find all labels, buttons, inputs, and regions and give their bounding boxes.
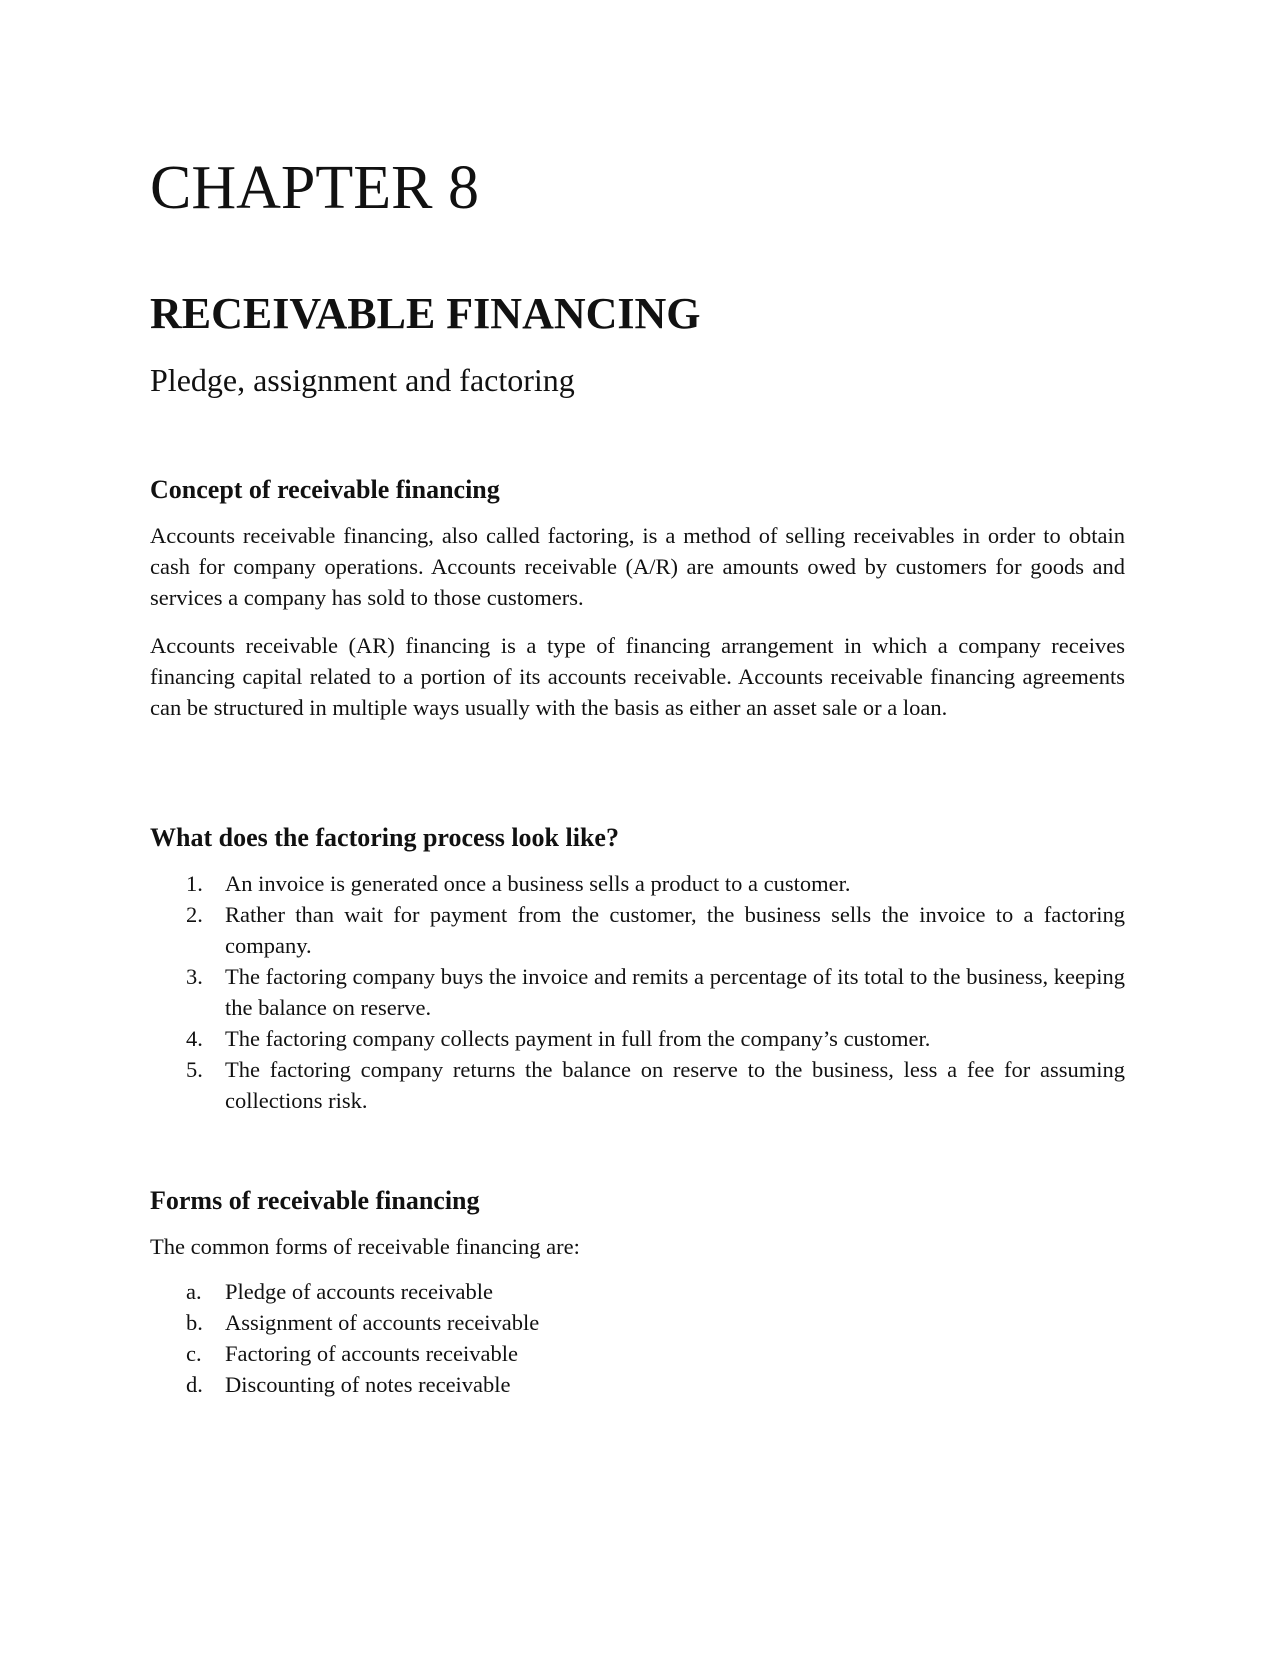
list-item [150,899,1125,961]
list-marker: a. [186,1279,202,1304]
section-concept [150,474,1125,740]
paragraph: Accounts receivable (AR) financing is a type of financing arrangement in which a company receives financing capital related to a portion of its accounts receivable. Accounts receivable financing agreements can be structured in multiple ways usually with the basis as either an asset sale or a loan. [150,633,1125,720]
list-item [150,1338,1125,1369]
list-item [150,1023,1125,1054]
chapter-title: RECEIVABLE FINANCING [150,289,701,338]
numbered-list [150,868,1125,1116]
section-factoring-process [150,822,1125,1116]
list-marker: 2. [186,902,203,927]
list-item [150,868,1125,899]
list-marker: 5. [186,1057,203,1082]
list-item [150,1307,1125,1338]
list-marker: d. [186,1372,203,1397]
list-item-text: The factoring company returns the balance on reserve to the business, less a fee for assuming collections risk. [225,1057,1125,1113]
section-heading: Concept of receivable financing [150,475,500,504]
lettered-list [150,1276,1125,1400]
section-heading: What does the factoring process look like? [150,823,619,852]
section-heading: Forms of receivable financing [150,1186,480,1215]
list-item [150,1276,1125,1307]
list-marker: c. [186,1341,202,1366]
list-marker: 4. [186,1026,203,1051]
list-item [150,1054,1125,1116]
list-item-text: An invoice is generated once a business sells a product to a customer. [225,871,851,896]
list-item-text: The factoring company collects payment in full from the company’s customer. [225,1026,931,1051]
list-item-text: Pledge of accounts receivable [225,1279,494,1304]
list-item-text: Rather than wait for payment from the customer, the business sells the invoice to a factoring company. [225,902,1125,958]
chapter-subtitle: Pledge, assignment and factoring [150,362,575,398]
list-marker: b. [186,1310,203,1335]
list-item [150,1369,1125,1400]
paragraph: Accounts receivable financing, also called factoring, is a method of selling receivables in order to obtain cash for company operations. Accounts receivable (A/R) are amounts owed by customers for goods and services a company has sold to those customers. [150,523,1125,610]
paragraph: The common forms of receivable financing are: [150,1234,580,1259]
list-item [150,961,1125,1023]
list-item-text: Factoring of accounts receivable [225,1341,518,1366]
section-forms [150,1185,1125,1400]
list-marker: 1. [186,871,203,896]
chapter-label: CHAPTER 8 [150,154,479,222]
list-marker: 3. [186,964,203,989]
list-item-text: Assignment of accounts receivable [225,1310,540,1335]
list-item-text: Discounting of notes receivable [225,1372,511,1397]
list-item-text: The factoring company buys the invoice and remits a percentage of its total to the business, keeping the balance on reserve. [225,964,1125,1020]
